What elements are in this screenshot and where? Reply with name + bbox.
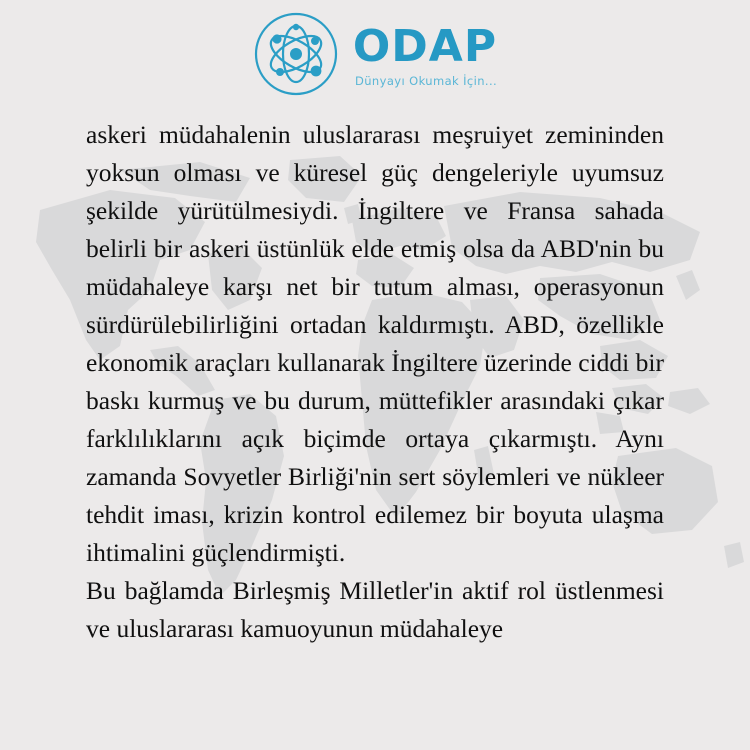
paragraph: Bu bağlamda Birleşmiş Milletler'in aktif rol üstlenmesi ve uluslararası kamuoyunun müdahaleye (86, 576, 664, 643)
document-header (0, 0, 750, 108)
brand-tagline: Dünyayı Okumak İçin... (354, 73, 498, 88)
paragraph: askeri müdahalenin uluslararası meşruiyet zemininden yoksun olması ve küresel güç dengeleriyle uyumsuz şekilde yürütülmesiydi. İngiltere ve Fransa sahada belirli bir askeri üstünlük elde etmiş olsa da ABD'nin bu müdahaleye karşı net bir tutum alması, operasyonun sürdürülebilirliğini ortadan kaldırmıştı. ABD, özellikle ekonomik araçları kullanarak İngiltere üzerinde ciddi bir baskı kurmuş ve bu durum, müttefikler arasındaki çıkar farklılıklarını açık biçimde ortaya çıkarmıştı. Aynı zamanda Sovyetler Birliği'nin sert söylemleri ve nükleer tehdit iması, krizin kontrol edilemez bir boyuta ulaşma ihtimalini güçlendirmişti. (86, 120, 664, 567)
brand-name: ODAP (352, 20, 498, 72)
atom-network-icon (253, 11, 339, 97)
document-body (0, 108, 750, 648)
brand-wordmark (352, 20, 498, 88)
